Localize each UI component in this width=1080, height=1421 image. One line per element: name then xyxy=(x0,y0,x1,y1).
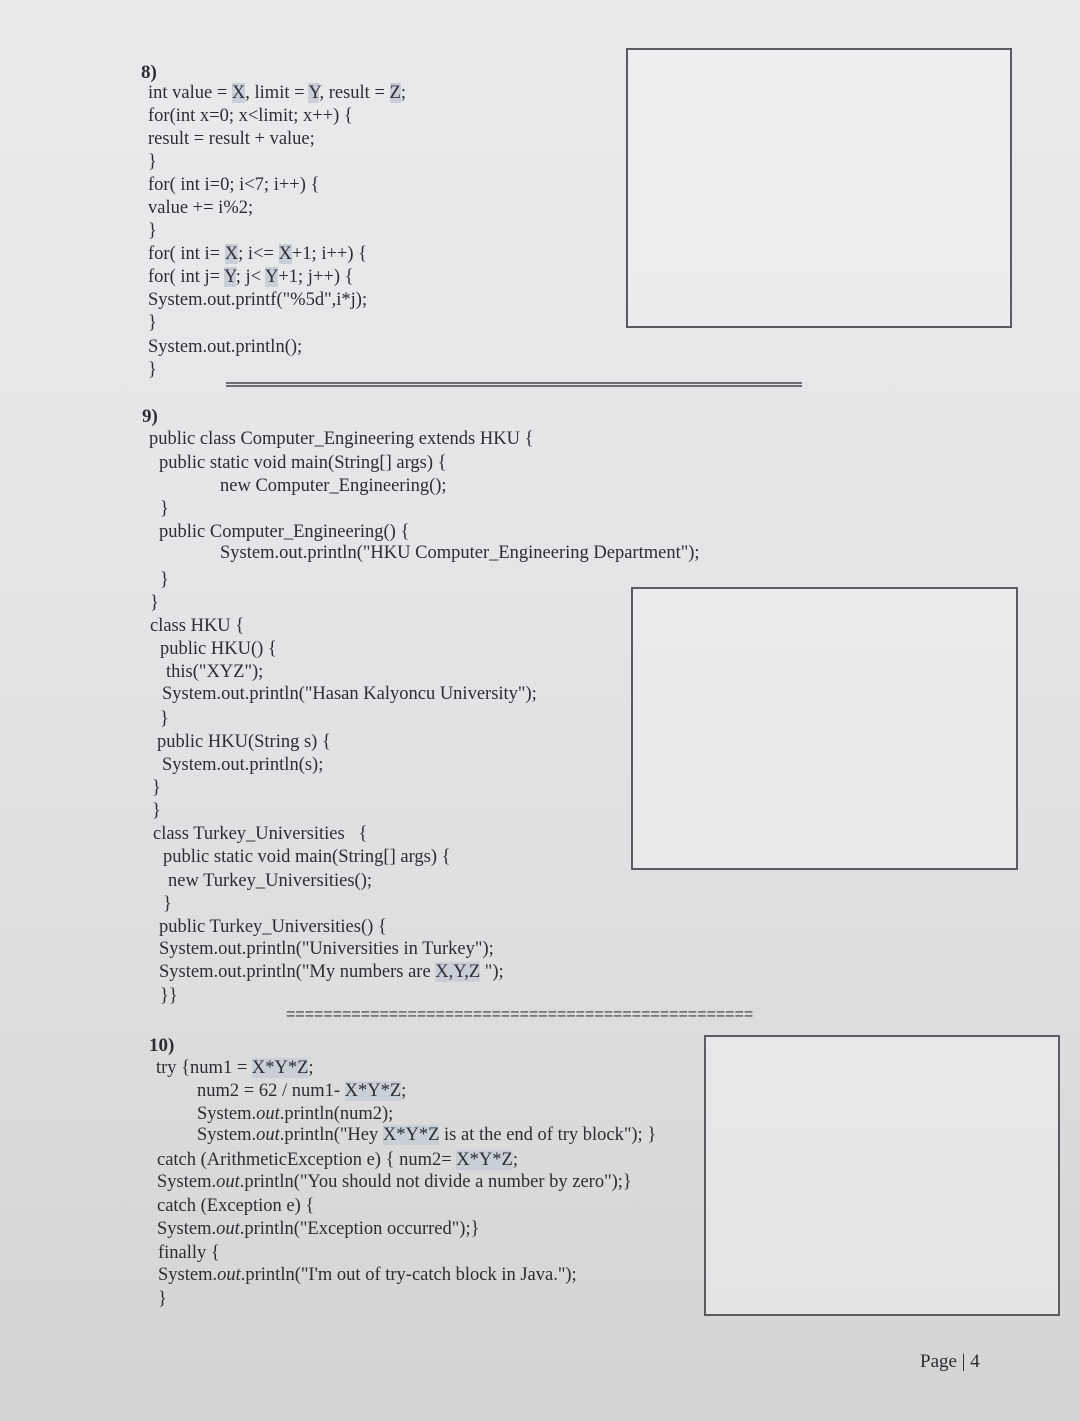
code-line: System.out.println(); xyxy=(148,337,303,357)
answer-box-q10 xyxy=(704,1035,1060,1316)
code-line: for( int i=0; i<7; i++) { xyxy=(148,175,320,195)
code-line: this("XYZ"); xyxy=(166,662,264,682)
code-line: } xyxy=(152,801,161,821)
italic-text: out xyxy=(216,1172,240,1192)
highlighted-variable: Y xyxy=(264,267,279,287)
italic-text: out xyxy=(216,1219,240,1239)
code-line: num2 = 62 / num1- X*Y*Z; xyxy=(197,1081,407,1101)
highlighted-variable: X xyxy=(231,83,246,103)
code-line: public static void main(String[] args) { xyxy=(163,847,451,867)
code-line: System.out.println("My numbers are X,Y,Z "); xyxy=(159,962,504,982)
code-line: } xyxy=(160,709,169,729)
code-line: } xyxy=(148,360,157,380)
code-line: catch (ArithmeticException e) { num2= X*Y*Z; xyxy=(157,1150,518,1170)
code-line: } xyxy=(148,313,157,333)
code-line: } xyxy=(160,499,169,519)
highlighted-variable: X,Y,Z xyxy=(435,962,481,982)
code-line: }} xyxy=(160,986,178,1006)
highlighted-variable: Y xyxy=(224,267,236,287)
code-line: } xyxy=(152,778,161,798)
code-line: for( int j= Y; j< Y+1; j++) { xyxy=(148,267,354,287)
question-8-number: 8) xyxy=(141,62,157,83)
code-line: System.out.println("I'm out of try-catch block in Java."); xyxy=(158,1265,577,1285)
italic-text: out xyxy=(217,1265,241,1285)
code-line: finally { xyxy=(158,1243,220,1263)
highlighted-variable: X*Y*Z xyxy=(251,1058,309,1078)
code-line: System.out.println("Universities in Turkey"); xyxy=(159,939,494,959)
code-line: public Computer_Engineering() { xyxy=(159,522,410,542)
italic-text: out xyxy=(256,1125,280,1145)
question-9-number: 9) xyxy=(142,406,158,427)
code-line: } xyxy=(158,1289,167,1309)
highlighted-variable: X*Y*Z xyxy=(382,1125,440,1145)
code-line: for(int x=0; x<limit; x++) { xyxy=(148,106,353,126)
code-line: for( int i= X; i<= X+1; i++) { xyxy=(148,244,367,264)
code-line: System.out.println("HKU Computer_Engineering Department"); xyxy=(220,543,700,563)
section-divider-equals: ================================================== xyxy=(286,1006,754,1023)
highlighted-variable: X*Y*Z xyxy=(456,1150,513,1170)
code-line: } xyxy=(163,894,172,914)
code-line: new Turkey_Universities(); xyxy=(168,871,372,891)
question-10-number: 10) xyxy=(149,1035,175,1056)
code-line: } xyxy=(148,152,157,172)
code-line: public HKU(String s) { xyxy=(157,732,331,752)
code-line: public HKU() { xyxy=(160,639,277,659)
code-line: new Computer_Engineering(); xyxy=(220,476,447,496)
code-line: class Turkey_Universities { xyxy=(153,824,368,844)
code-line: System.out.println(s); xyxy=(162,755,324,775)
code-line: } xyxy=(160,570,169,590)
code-line: public static void main(String[] args) { xyxy=(159,453,447,473)
highlighted-variable: X*Y*Z xyxy=(344,1081,402,1101)
code-line: System.out.printf("%5d",i*j); xyxy=(148,290,368,310)
code-line: System.out.println("Exception occurred");} xyxy=(157,1219,480,1239)
code-line: value += i%2; xyxy=(148,198,254,218)
code-line: public class Computer_Engineering extends HKU { xyxy=(149,429,534,449)
code-line: catch (Exception e) { xyxy=(157,1196,315,1216)
code-line: result = result + value; xyxy=(148,129,315,149)
highlighted-variable: Z xyxy=(389,83,401,103)
section-divider xyxy=(226,382,802,387)
code-line: System.out.println(num2); xyxy=(197,1104,394,1124)
answer-box-q9 xyxy=(631,587,1018,870)
page-number: Page | 4 xyxy=(920,1351,980,1372)
code-line: int value = X, limit = Y, result = Z; xyxy=(148,83,406,103)
italic-text: out xyxy=(256,1104,280,1124)
highlighted-variable: X xyxy=(224,244,239,264)
code-line: public Turkey_Universities() { xyxy=(159,917,387,937)
code-line: } xyxy=(150,593,159,613)
code-line: System.out.println("Hey X*Y*Z is at the end of try block"); } xyxy=(197,1125,657,1145)
answer-box-q8 xyxy=(626,48,1012,328)
highlighted-variable: Y xyxy=(308,83,320,103)
code-line: } xyxy=(148,221,157,241)
highlighted-variable: X xyxy=(278,244,292,264)
code-line: class HKU { xyxy=(150,616,245,636)
code-line: try {num1 = X*Y*Z; xyxy=(156,1058,314,1078)
code-line: System.out.println("Hasan Kalyoncu University"); xyxy=(162,684,537,704)
code-line: System.out.println("You should not divide a number by zero");} xyxy=(157,1172,632,1192)
